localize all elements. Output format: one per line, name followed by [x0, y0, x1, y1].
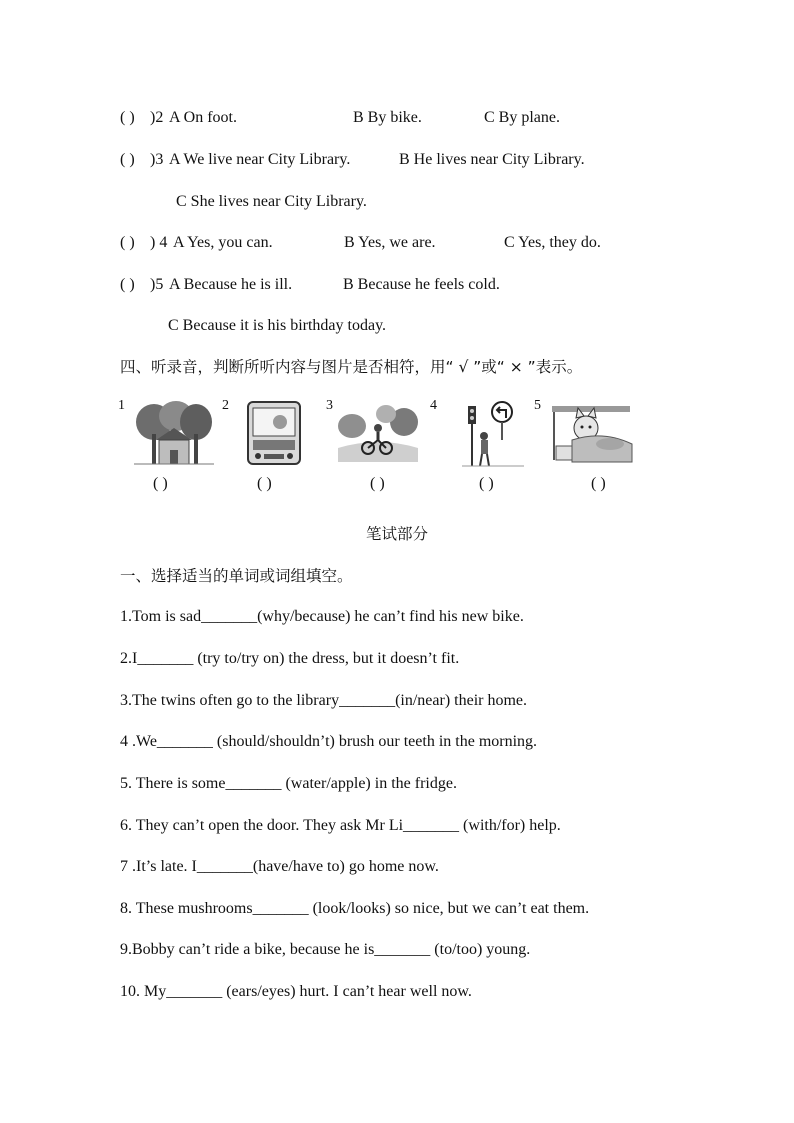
fill-question-2: 2.I_______ (try to/try on) the dress, but it doesn’t fit. [120, 650, 460, 667]
house-trees-icon [134, 400, 214, 468]
picture-number: 2 [222, 398, 229, 413]
option-a: A Because he is ill. [169, 276, 293, 293]
question-number: )3 [150, 151, 164, 168]
listening-question-3 [120, 150, 740, 170]
picture-number: 3 [326, 398, 333, 413]
fill-question-6: 6. They can’t open the door. They ask Mr Li_______ (with/for) help. [120, 817, 561, 834]
picture-1-answer[interactable]: ( ) [153, 475, 168, 492]
picture-2-answer[interactable]: ( ) [257, 475, 272, 492]
fill-question-1: 1.Tom is sad_______(why/because) he can’t find his new bike. [120, 608, 524, 625]
cyclist-park-icon [338, 400, 418, 462]
fill-question-3: 3.The twins often go to the library_______(in/near) their home. [120, 692, 528, 709]
option-b: B Yes, we are. [344, 234, 436, 251]
listening-question-2 [120, 108, 740, 128]
listening-question-4 [120, 233, 740, 253]
answer-paren[interactable]: ( ) [120, 276, 135, 293]
written-part-title: 笔试部分 [365, 525, 428, 543]
option-b: B He lives near City Library. [399, 151, 585, 168]
option-b: B Because he feels cold. [343, 276, 500, 293]
option-a: A On foot. [169, 109, 237, 126]
question-number: ) 4 [150, 234, 168, 251]
sick-cat-in-bed-icon [548, 400, 634, 468]
picture-5-answer[interactable]: ( ) [591, 475, 606, 492]
listening-question-5-option-c: C Because it is his birthday today. [168, 317, 387, 334]
section-4-instruction: 四、听录音，判断所听内容与图片是否相符，用“ √ ”或“ × ”表示。 [120, 358, 583, 376]
listening-question-3-option-c: C She lives near City Library. [176, 193, 367, 210]
picture-number: 1 [118, 398, 125, 413]
fill-question-7: 7 .It’s late. I_______(have/have to) go home now. [120, 858, 439, 875]
answer-paren[interactable]: ( ) [120, 234, 135, 251]
answer-paren[interactable]: ( ) [120, 151, 135, 168]
picture-3-answer[interactable]: ( ) [370, 475, 385, 492]
answer-paren[interactable]: ( ) [120, 109, 135, 126]
fill-question-8: 8. These mushrooms_______ (look/looks) so nice, but we can’t eat them. [120, 900, 590, 917]
option-b: B By bike. [353, 109, 422, 126]
fill-question-10: 10. My_______ (ears/eyes) hurt. I can’t hear well now. [120, 983, 472, 1000]
fill-question-4: 4 .We_______ (should/shouldn’t) brush our teeth in the morning. [120, 733, 538, 750]
option-a: A We live near City Library. [169, 151, 351, 168]
listening-question-5 [120, 275, 740, 295]
fill-question-5: 5. There is some_______ (water/apple) in the fridge. [120, 775, 457, 792]
bus-icon [246, 400, 302, 468]
option-c: C By plane. [484, 109, 560, 126]
picture-number: 5 [534, 398, 541, 413]
picture-4-answer[interactable]: ( ) [479, 475, 494, 492]
question-number: )5 [150, 276, 164, 293]
traffic-light-turn-left-icon [462, 400, 524, 468]
question-number: )2 [150, 109, 164, 126]
section-1-heading: 一、选择适当的单词或词组填空。 [120, 567, 353, 585]
option-a: A Yes, you can. [173, 234, 273, 251]
fill-question-9: 9.Bobby can’t ride a bike, because he is_______ (to/too) young. [120, 941, 531, 958]
option-c: C Yes, they do. [504, 234, 601, 251]
picture-number: 4 [430, 398, 437, 413]
